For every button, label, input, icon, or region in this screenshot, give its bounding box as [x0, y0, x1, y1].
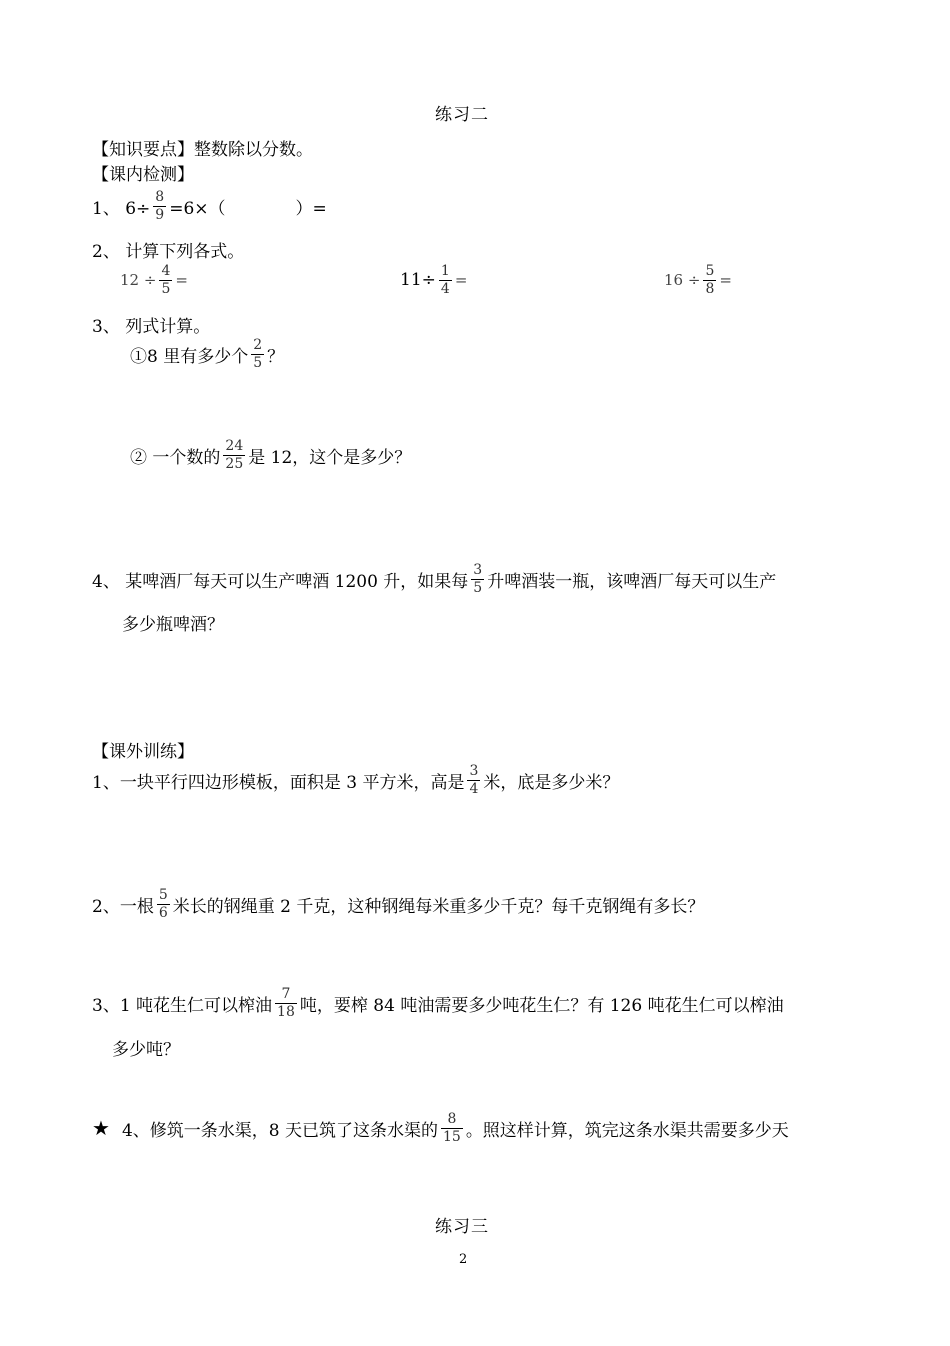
q1-suffix: ）=: [295, 198, 327, 219]
page-number: 2: [459, 1252, 468, 1267]
question-2-stem: 2、 计算下列各式。: [92, 242, 245, 262]
q3-a-lead: ①8 里有多少个: [130, 346, 249, 367]
numerator: 5: [158, 887, 168, 903]
q2-item-2-lead: 11÷: [400, 270, 436, 291]
exercise-3: [92, 987, 784, 1019]
numerator: 3: [473, 562, 483, 578]
denominator: 4: [469, 780, 479, 797]
numerator: 24: [225, 438, 244, 454]
e3-line-2: 多少吨？: [112, 1040, 180, 1060]
denominator: 6: [158, 904, 168, 921]
q3-b-fraction: [223, 439, 245, 471]
question-4: [92, 563, 776, 595]
question-1: [92, 190, 327, 222]
star-icon: ★: [92, 1116, 110, 1141]
numerator: 1: [440, 263, 450, 279]
q2-item-1-fraction: [159, 264, 172, 296]
q4-tail: 升啤酒装一瓶，该啤酒厂每天可以生产: [487, 571, 777, 592]
q3-b-lead: ② 一个数的: [130, 447, 221, 468]
numerator: 3: [469, 763, 479, 779]
q3-part-b: [130, 439, 411, 471]
numerator: 8: [447, 1111, 457, 1127]
q2-item-1-tail: =: [175, 271, 188, 290]
q2-item-2: [400, 264, 467, 296]
denominator: 18: [277, 1003, 295, 1020]
denominator: 8: [705, 280, 715, 297]
denominator: 4: [440, 280, 450, 297]
q3-a-fraction: [251, 338, 264, 370]
page-title: 练习二: [435, 105, 489, 125]
numerator: 7: [281, 986, 291, 1002]
e2-lead: 2、一根: [92, 896, 154, 917]
knowledge-points: 【知识要点】整数除以分数。: [92, 140, 313, 160]
inclass-section-header: 【课内检测】: [92, 165, 194, 185]
next-section-title: 练习三: [435, 1217, 489, 1237]
q2-item-3-tail: =: [719, 271, 732, 290]
q1-fraction: [153, 190, 166, 222]
q1-middle: =6×（: [169, 198, 226, 219]
denominator: 5: [161, 280, 171, 297]
q2-item-3-lead: 16 ÷: [664, 271, 701, 290]
e2-tail: 米长的钢绳重 2 千克，这种钢绳每米重多少千克？每千克钢绳有多长？: [172, 896, 705, 917]
e1-lead: 1、一块平行四边形模板，面积是 3 平方米，高是: [92, 772, 465, 793]
e1-tail: 米，底是多少米？: [483, 772, 620, 793]
e3-tail: 吨，要榨 84 吨油需要多少吨花生仁？有 126 吨花生仁可以榨油: [299, 995, 784, 1016]
denominator: 5: [253, 354, 263, 371]
q1-prefix: 1、 6÷: [92, 198, 151, 219]
q4-lead: 4、 某啤酒厂每天可以生产啤酒 1200 升，如果每: [92, 571, 469, 592]
question-3-stem: 3、 列式计算。: [92, 317, 211, 337]
q3-b-tail: 是 12，这个是多少？: [248, 447, 412, 468]
e3-lead: 3、1 吨花生仁可以榨油: [92, 995, 273, 1016]
q4-fraction: [471, 563, 484, 595]
q1-frac-denominator: 9: [155, 206, 165, 223]
outclass-section-header: 【课外训练】: [92, 742, 194, 762]
numerator: 2: [253, 337, 263, 353]
e1-fraction: [467, 764, 480, 796]
e4-lead: 4、修筑一条水渠，8 天已筑了这条水渠的: [121, 1120, 438, 1141]
denominator: 25: [225, 455, 244, 472]
exercise-4: [92, 1112, 789, 1144]
exercise-1: [92, 764, 619, 796]
q2-item-3: [664, 264, 732, 296]
exercise-2: [92, 888, 704, 920]
q3-part-a: [130, 338, 284, 370]
e2-fraction: [157, 888, 170, 920]
q2-item-1-lead: 12 ÷: [120, 271, 157, 290]
q2-item-3-fraction: [703, 264, 716, 296]
e4-fraction: [441, 1112, 463, 1144]
q4-line-2: 多少瓶啤酒？: [122, 615, 224, 635]
numerator: 5: [705, 263, 715, 279]
e4-tail: 。照这样计算，筑完这条水渠共需要多少天: [465, 1120, 789, 1141]
denominator: 15: [442, 1128, 461, 1145]
q2-item-1: [120, 264, 188, 296]
q2-item-2-fraction: [439, 264, 452, 296]
e3-fraction: [275, 987, 297, 1019]
q3-a-tail: ？: [267, 346, 285, 367]
denominator: 5: [473, 579, 483, 596]
q2-item-2-tail: =: [454, 271, 468, 290]
q1-frac-numerator: 8: [155, 189, 165, 205]
numerator: 4: [161, 263, 171, 279]
